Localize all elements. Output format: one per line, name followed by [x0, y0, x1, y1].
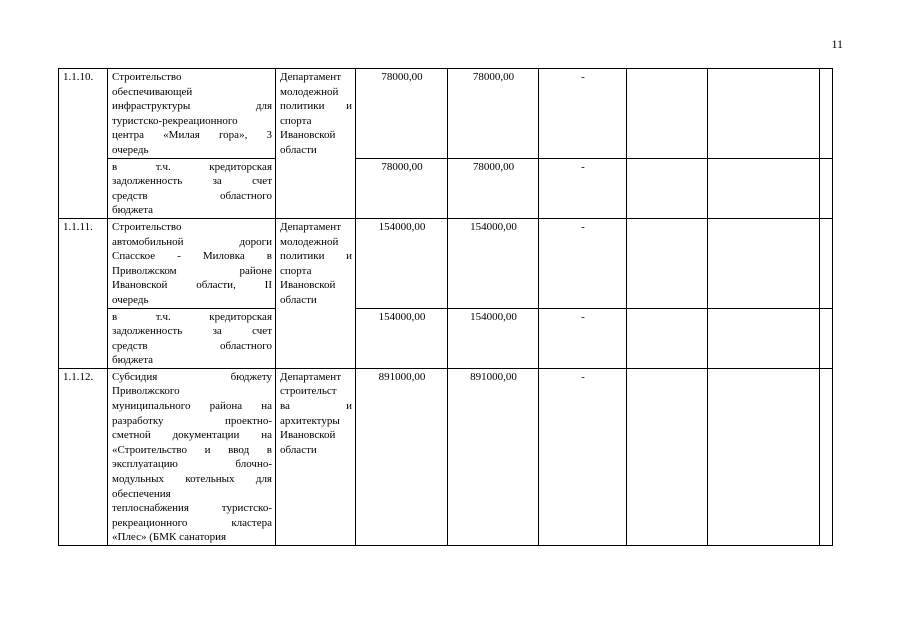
description-line: муниципального района на	[112, 400, 272, 413]
executor-line: области	[280, 293, 317, 306]
amount-total-value: 154000,00	[378, 220, 426, 233]
empty-cell	[820, 368, 833, 545]
description-line: в т.ч. кредиторская	[112, 160, 272, 173]
executor-line: политики и	[280, 250, 352, 263]
executor-line: политики и	[280, 100, 352, 113]
description-line: обеспечивающей	[112, 85, 193, 98]
amount-total-cell	[356, 368, 448, 545]
item-description-cell	[108, 69, 276, 159]
description-line: Приволжского	[112, 385, 180, 398]
amount-federal-value: -	[581, 370, 585, 383]
description-line: «Плес» (БМК санатория	[112, 531, 227, 544]
table-row	[59, 69, 833, 159]
description-line: бюджета	[112, 354, 154, 367]
amount-total-cell	[356, 158, 448, 218]
amount-regional-cell	[448, 218, 539, 308]
amount-regional-cell	[448, 368, 539, 545]
row-number: 1.1.10.	[63, 71, 94, 83]
amount-federal-cell	[539, 69, 627, 159]
empty-cell	[708, 158, 820, 218]
description-line: эксплуатацию блочно-	[112, 458, 272, 471]
empty-cell	[627, 368, 708, 545]
sub-description-cell	[108, 308, 276, 368]
description-line: туристско-рекреационного	[112, 114, 238, 127]
executor-cell	[276, 368, 356, 545]
amount-federal-cell	[539, 218, 627, 308]
amount-regional-cell	[448, 308, 539, 368]
executor-line: архитектуры	[280, 414, 340, 427]
amount-total-cell	[356, 69, 448, 159]
table-row	[59, 308, 833, 368]
amount-regional-cell	[448, 158, 539, 218]
description-line: задолженность за счет	[112, 175, 272, 188]
description-line: теплоснабжения туристско-	[112, 502, 272, 515]
executor-line: Ивановской	[280, 429, 336, 442]
executor-line: спорта	[280, 114, 312, 127]
amount-total-value: 78000,00	[381, 71, 423, 83]
empty-cell	[708, 368, 820, 545]
amount-federal-value: -	[581, 71, 585, 83]
description-line: «Строительство и ввод в	[112, 443, 272, 456]
row-number-cell	[59, 368, 108, 545]
executor-line: молодежной	[280, 85, 339, 98]
description-line: Строительство	[112, 220, 182, 233]
empty-cell	[708, 308, 820, 368]
description-line: сметной документации на	[112, 429, 272, 442]
executor-line: молодежной	[280, 235, 339, 248]
empty-cell	[708, 218, 820, 308]
amount-regional-value: 154000,00	[470, 310, 517, 323]
description-line: Строительство	[112, 71, 182, 83]
description-line: разработку проектно-	[112, 414, 272, 427]
budget-table	[58, 68, 833, 546]
item-description-cell	[108, 218, 276, 308]
executor-line: Ивановской	[280, 279, 336, 292]
executor-line: Департамент	[280, 71, 342, 83]
description-line: Приволжском районе	[112, 264, 272, 277]
executor-cell	[276, 69, 356, 219]
description-line: бюджета	[112, 204, 154, 217]
executor-line: области	[280, 443, 317, 456]
table-row	[59, 218, 833, 308]
executor-line: Ивановской	[280, 129, 336, 142]
empty-cell	[627, 69, 708, 159]
empty-cell	[627, 158, 708, 218]
executor-cell	[276, 218, 356, 368]
row-number-cell	[59, 218, 108, 368]
executor-line: ва и	[280, 400, 352, 413]
amount-federal-value: -	[581, 220, 585, 233]
empty-cell	[820, 69, 833, 159]
empty-cell	[820, 158, 833, 218]
description-line: рекреационного кластера	[112, 516, 272, 529]
page-number: 11	[831, 37, 843, 51]
empty-cell	[627, 308, 708, 368]
description-line: Субсидия бюджету	[112, 370, 272, 383]
amount-total-cell	[356, 218, 448, 308]
amount-regional-cell	[448, 69, 539, 159]
item-description-cell	[108, 368, 276, 545]
executor-line: области	[280, 143, 317, 156]
description-line: очередь	[112, 293, 149, 306]
amount-regional-value: 78000,00	[472, 160, 515, 173]
amount-regional-value: 154000,00	[470, 220, 517, 233]
empty-cell	[708, 69, 820, 159]
description-line: центра «Милая гора», 3	[112, 129, 272, 142]
empty-cell	[627, 218, 708, 308]
amount-federal-cell	[539, 308, 627, 368]
row-number: 1.1.11.	[63, 220, 93, 233]
description-line: средств областного	[112, 189, 272, 202]
description-line: очередь	[112, 143, 149, 156]
executor-line: спорта	[280, 264, 312, 277]
executor-line: строительст	[280, 385, 337, 398]
description-line: средств областного	[112, 339, 272, 352]
table-row	[59, 158, 833, 218]
empty-cell	[820, 308, 833, 368]
amount-federal-cell	[539, 368, 627, 545]
description-line: в т.ч. кредиторская	[112, 310, 272, 323]
description-line: Ивановской области, II	[112, 279, 272, 292]
table-body	[59, 69, 833, 546]
row-number-cell	[59, 69, 108, 219]
description-line: задолженность за счет	[112, 325, 272, 338]
executor-line: Департамент	[280, 220, 342, 233]
description-line: Спасское - Миловка в	[112, 250, 272, 263]
table-row	[59, 368, 833, 545]
amount-federal-value: -	[581, 160, 585, 173]
amount-total-value: 78000,00	[381, 160, 423, 173]
description-line: автомобильной дороги	[112, 235, 272, 248]
amount-total-value: 891000,00	[378, 370, 426, 383]
amount-federal-value: -	[581, 310, 585, 323]
amount-federal-cell	[539, 158, 627, 218]
amount-total-value: 154000,00	[378, 310, 426, 323]
empty-cell	[820, 218, 833, 308]
description-line: инфраструктуры для	[112, 100, 272, 113]
executor-line: Департамент	[280, 370, 342, 383]
description-line: модульных котельных для	[112, 473, 272, 486]
sub-description-cell	[108, 158, 276, 218]
row-number: 1.1.12.	[63, 370, 94, 383]
amount-regional-value: 78000,00	[472, 71, 515, 83]
amount-regional-value: 891000,00	[470, 370, 517, 383]
description-line: обеспечения	[112, 487, 171, 500]
amount-total-cell	[356, 308, 448, 368]
